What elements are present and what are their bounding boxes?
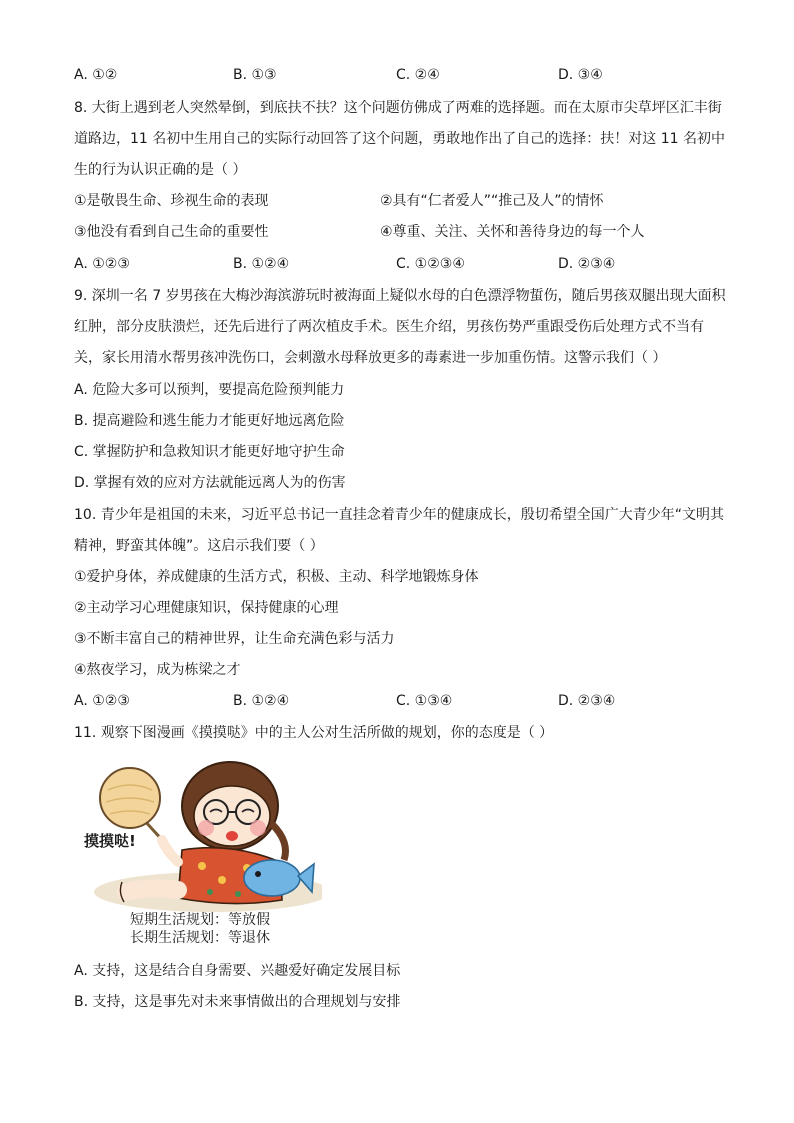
q9-option-d: D. 掌握有效的应对方法就能远离人为的伤害 (74, 475, 346, 491)
q9-option-b: B. 提高避险和逃生能力才能更好地远离危险 (74, 413, 345, 429)
cartoon-speech: 摸摸哒! (84, 832, 136, 850)
q8-stem-line-1: 8. 大街上遇到老人突然晕倒，到底扶不扶？这个问题仿佛成了两难的选择题。而在太原市尖草坪区汇丰街 (74, 100, 722, 116)
q9-stem-line-2: 红肿，部分皮肤溃烂，还先后进行了两次植皮手术。医生介绍，男孩伤势严重跟受伤后处理方式不当有 (74, 319, 704, 335)
q11-option-b: B. 支持，这是事先对未来事情做出的合理规划与安排 (74, 994, 401, 1010)
q8-option-b: B. ①②④ (233, 256, 290, 272)
q8-option-a: A. ①②③ (74, 256, 130, 272)
q8-option-d: D. ②③④ (558, 256, 616, 272)
q10-item-2: ②主动学习心理健康知识，保持健康的心理 (74, 600, 339, 616)
q9-option-c: C. 掌握防护和急救知识才能更好地守护生命 (74, 444, 345, 460)
q8-option-c: C. ①②③④ (396, 256, 465, 272)
q8-stem-line-2: 道路边，11 名初中生用自己的实际行动回答了这个问题，勇敢地作出了自己的选择：扶！对这 11 名初中 (74, 131, 725, 147)
q11-stem: 11. 观察下图漫画《摸摸哒》中的主人公对生活所做的规划，你的态度是（ ） (74, 725, 554, 741)
cartoon-caption-long: 长期生活规划：等退休 (130, 930, 270, 946)
q7-option-c: C. ②④ (396, 67, 440, 83)
cartoon-caption-short: 短期生活规划：等放假 (130, 912, 270, 928)
q10-item-3: ③不断丰富自己的精神世界，让生命充满色彩与活力 (74, 631, 395, 647)
q8-item-4: ④尊重、关注、关怀和善待身边的每一个人 (380, 224, 645, 240)
q10-stem-line-1: 10. 青少年是祖国的未来，习近平总书记一直挂念着青少年的健康成长，殷切希望全国广大青少年“文明其 (74, 507, 724, 523)
q10-option-a: A. ①②③ (74, 693, 130, 709)
q8-item-3: ③他没有看到自己生命的重要性 (74, 224, 269, 240)
q7-option-a: A. ①② (74, 67, 118, 83)
q10-option-b: B. ①②④ (233, 693, 290, 709)
q7-option-d: D. ③④ (558, 67, 603, 83)
q10-item-1: ①爱护身体，养成健康的生活方式，积极、主动、科学地锻炼身体 (74, 569, 479, 585)
q11-option-a: A. 支持，这是结合自身需要、兴趣爱好确定发展目标 (74, 963, 401, 979)
q10-stem-line-2: 精神，野蛮其体魄”。这启示我们要（ ） (74, 538, 324, 554)
q9-option-a: A. 危险大多可以预判，要提高危险预判能力 (74, 382, 345, 398)
q8-item-1: ①是敬畏生命、珍视生命的表现 (74, 193, 269, 209)
q9-stem-line-3: 关，家长用清水帮男孩冲洗伤口，会刺激水母释放更多的毒素进一步加重伤情。这警示我们（ ） (74, 350, 667, 366)
q8-item-2: ②具有“仁者爱人”“推己及人”的情怀 (380, 193, 604, 209)
q10-option-d: D. ②③④ (558, 693, 616, 709)
q10-option-c: C. ①③④ (396, 693, 453, 709)
q10-item-4: ④熬夜学习，成为栋梁之才 (74, 662, 241, 678)
q8-stem-line-3: 生的行为认识正确的是（ ） (74, 162, 247, 178)
q9-stem-line-1: 9. 深圳一名 7 岁男孩在大梅沙海滨游玩时被海面上疑似水母的白色漂浮物蜇伤，随后男孩双腿出现大面积 (74, 288, 726, 304)
q7-option-b: B. ①③ (233, 67, 277, 83)
